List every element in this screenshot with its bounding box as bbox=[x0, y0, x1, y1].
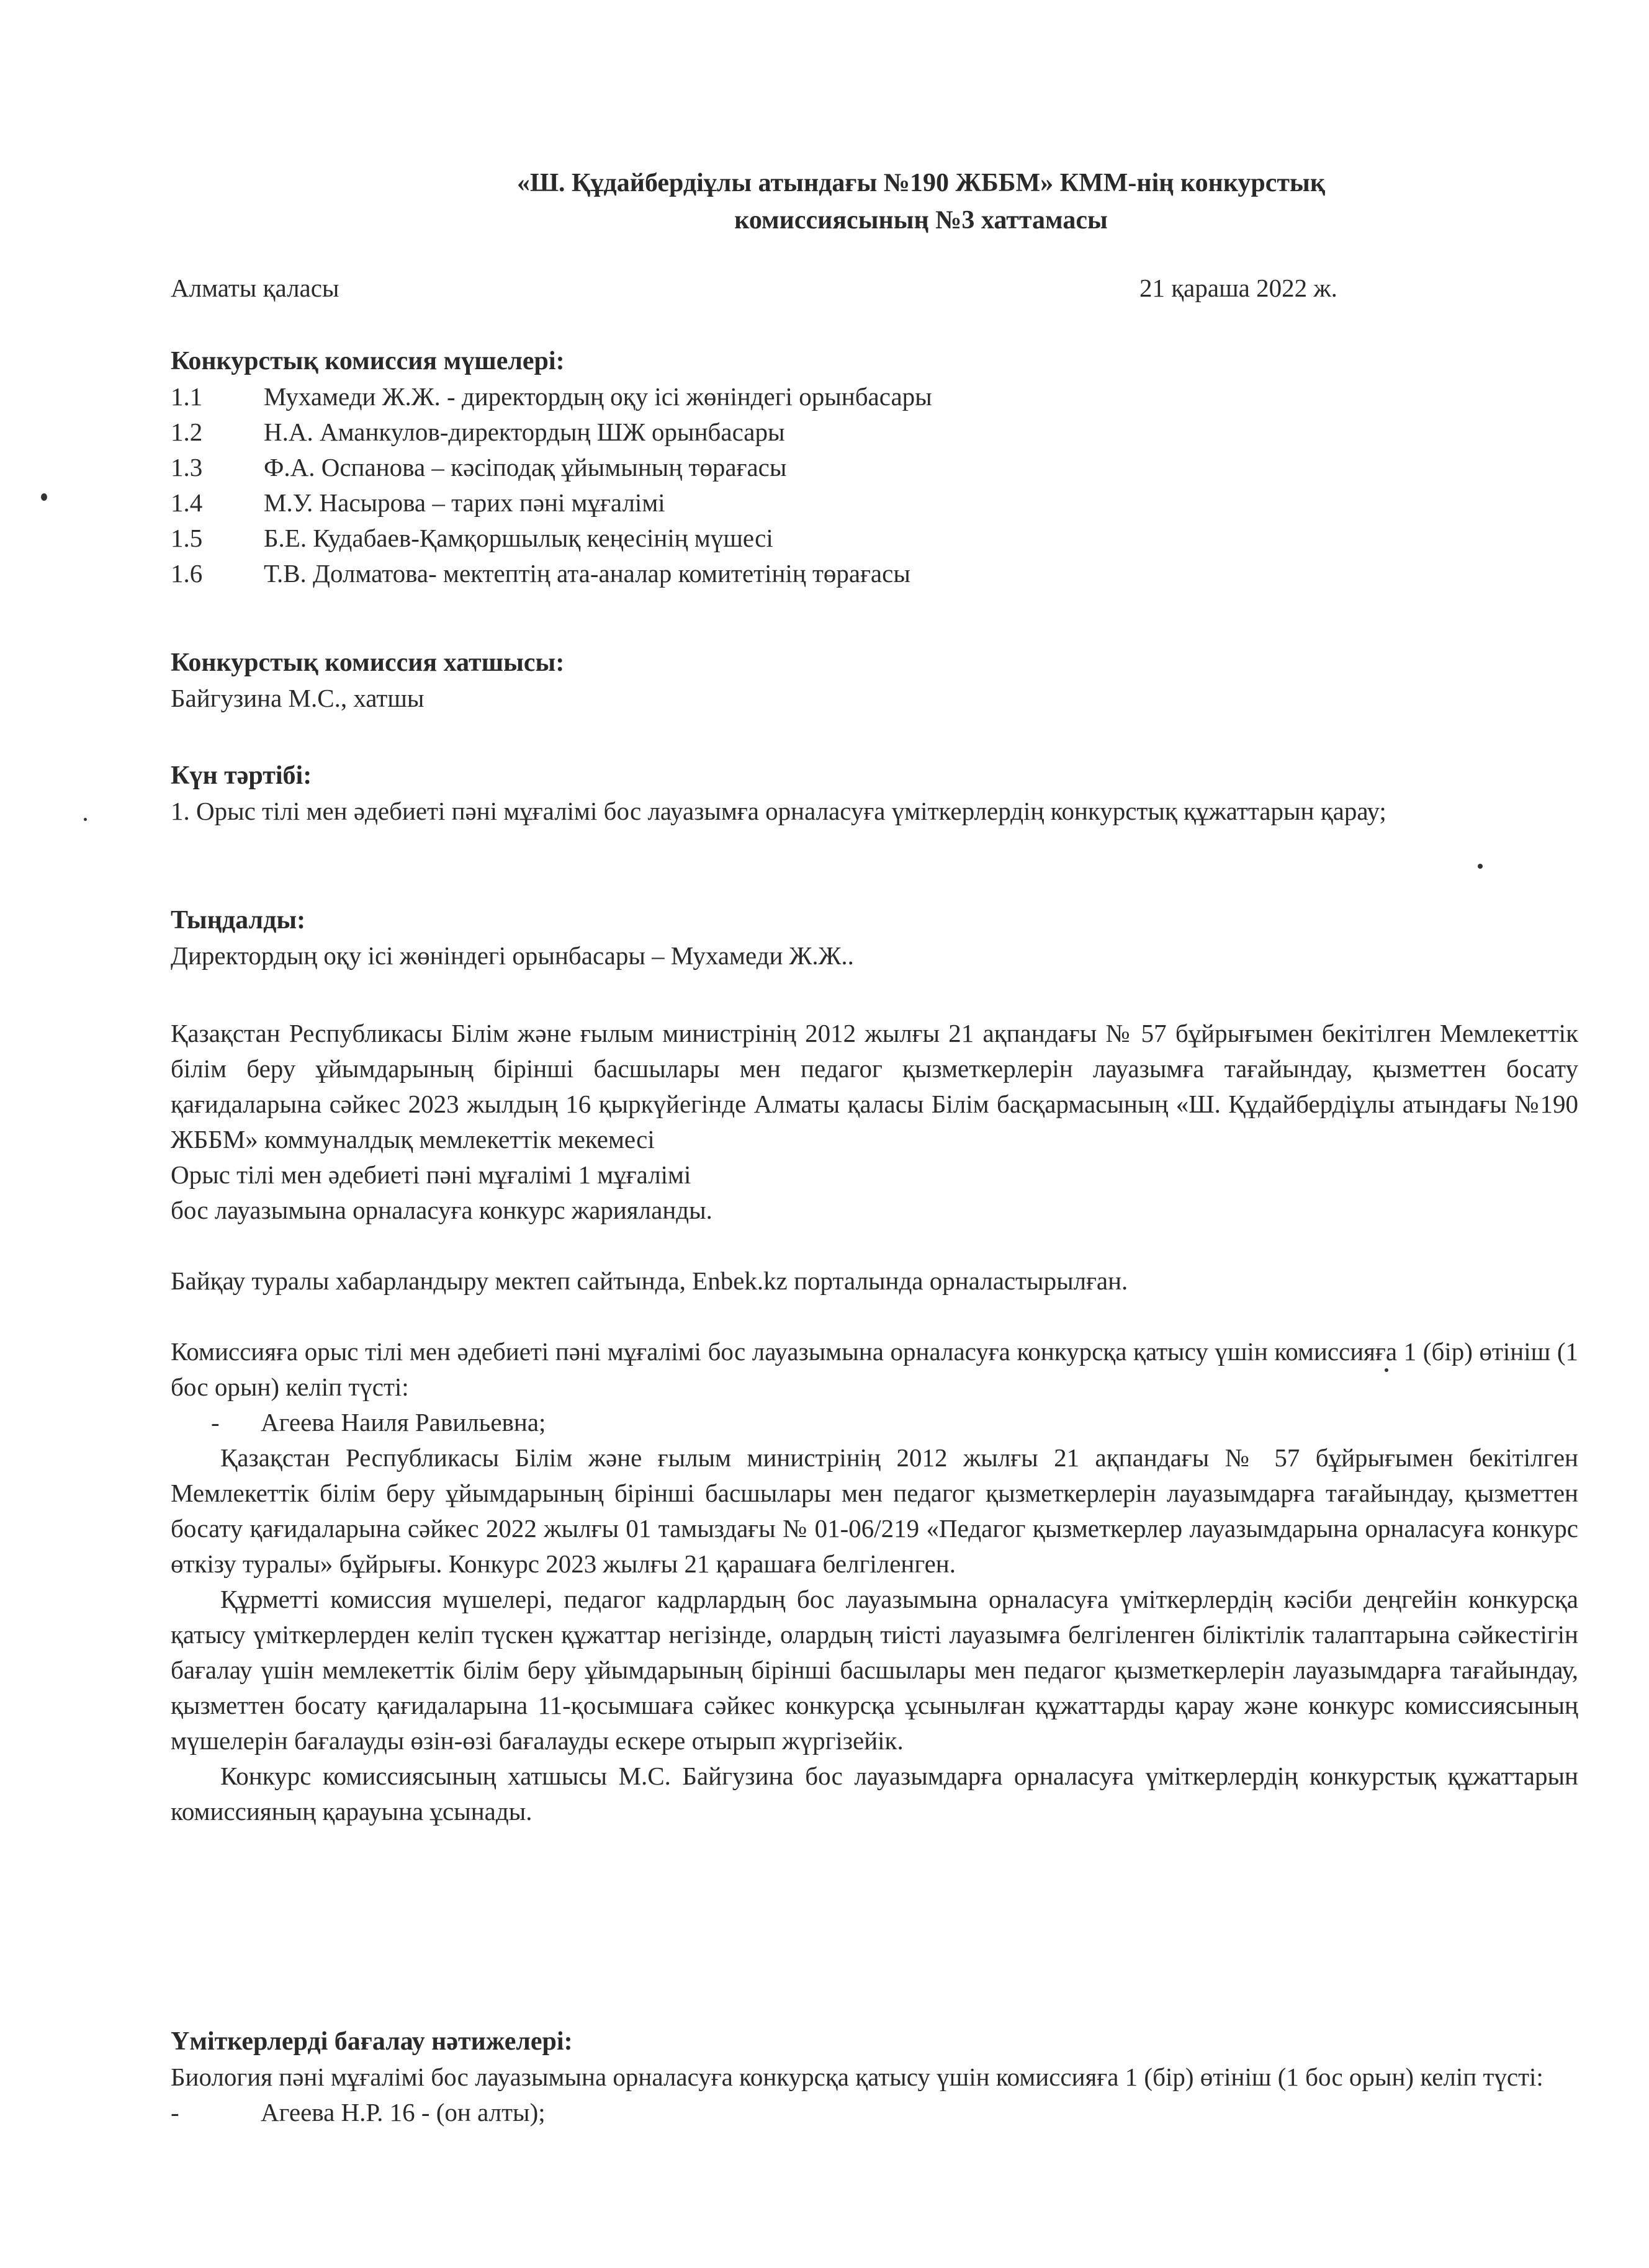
paragraph-address: Құрметті комиссия мүшелері, педагог кадрлардың бос лауазымына орналасуға үміткерлердің кәсіби деңгейін конкурсқа қатысу үміткерлерден келіп түскен құжаттар негізінде, олардың тиісті лауазымға белгіленген біліктілік талаптарына сәйкестігін бағалау үшін мемлекеттік білім беру ұйымдарының бірінші басшылары мен педагог қызметкерлерін лауазымдарға тағайындау, қызметтен босату қағидаларына 11-қосымшаға сәйкес конкурсқа ұсынылған құжаттарды қарау және конкурс комиссиясының мүшелерін бағалауды өзін-өзі бағалауды ескере отырып жүргізейік. bbox=[171, 1585, 1578, 1755]
results-text: Биология пәні мұғалімі бос лауазымына орналасуға конкурсқа қатысу үшін комиссияға 1 (бір) өтініш (1 бос орын) келіп түсті: bbox=[171, 2063, 1543, 2091]
item-text: Н.А. Аманкулов-директордың ШЖ орынбасары bbox=[264, 418, 785, 446]
result-score: Агеева Н.Р. 16 - (он алты); bbox=[261, 2098, 546, 2127]
paragraph-notice: Байқау туралы хабарландыру мектеп сайтында, Enbek.kz порталында орналастырылған. bbox=[171, 1266, 1128, 1295]
secretary-text: Байгузина М.С., хатшы bbox=[171, 684, 425, 712]
heard-text: Директордың оқу ісі жөніндегі орынбасары – Мухамеди Ж.Ж.. bbox=[171, 941, 854, 970]
secretary-heading: Конкурстық комиссия хатшысы: bbox=[171, 648, 565, 677]
candidate-item bbox=[171, 1405, 1578, 1440]
date-label: 21 қараша 2022 ж. bbox=[1139, 274, 1337, 302]
body-section bbox=[171, 1016, 1578, 1829]
agenda-section bbox=[171, 758, 1578, 829]
list-item bbox=[171, 379, 1578, 415]
item-number: 1.5 bbox=[171, 524, 203, 552]
paragraph-announcement: Қазақстан Республикасы Білім және ғылым министрінің 2012 жылғы 21 ақпандағы № 57 бұйрығымен бекітілген Мемлекеттік білім беру ұйымдарының бірінші басшылары мен педагог қызметкерлерін лауазымға тағайындау, қызметтен босату қағидаларына сәйкес 2023 жылдың 16 қыркүйегінде Алматы қаласы Білім басқармасының «Ш. Құдайбердіұлы атындағы №190 ЖББМ» коммуналдық мемлекеттік мекемесі bbox=[171, 1019, 1578, 1154]
title-line-2: комиссиясының №3 хаттамасы bbox=[734, 206, 1108, 235]
agenda-heading: Күн тәртібі: bbox=[171, 761, 312, 790]
scan-speck bbox=[84, 818, 87, 821]
results-heading: Үміткерлерді бағалау нәтижелері: bbox=[171, 2027, 573, 2056]
item-number: 1.3 bbox=[171, 453, 203, 482]
paragraph-applications: Комиссияға орыс тілі мен әдебиеті пәні мұғалімі бос лауазымына орналасуға конкурсқа қатысу үшін комиссияға 1 (бір) өтініш (1 бос орын) келіп түсті: bbox=[171, 1337, 1578, 1401]
agenda-text: 1. Орыс тілі мен әдебиеті пәні мұғалімі бос лауазымға орналасуға үміткерлердің конкурстық құжаттарын қарау; bbox=[171, 797, 1386, 825]
list-marker: - bbox=[171, 2098, 179, 2127]
item-number: 1.1 bbox=[171, 382, 203, 411]
item-text: Мухамеди Ж.Ж. - директордың оқу ісі жөніндегі орынбасары bbox=[264, 382, 932, 411]
item-number: 1.4 bbox=[171, 488, 203, 517]
result-item bbox=[171, 2095, 1578, 2130]
scan-speck bbox=[41, 493, 47, 501]
members-list bbox=[171, 379, 1578, 591]
document-title bbox=[171, 164, 1578, 239]
candidate-name: Агеева Наиля Равильевна; bbox=[261, 1408, 546, 1437]
members-section bbox=[171, 344, 1578, 591]
title-line-1: «Ш. Құдайбердіұлы атындағы №190 ЖББМ» КММ-нің конкурстық bbox=[516, 169, 1326, 197]
item-text: Б.Е. Кудабаев-Қамқоршылық кеңесінің мүшесі bbox=[264, 524, 773, 552]
item-text: М.У. Насырова – тарих пәні мұғалімі bbox=[264, 488, 665, 517]
scan-speck bbox=[1385, 1368, 1388, 1372]
paragraph-secretary: Конкурс комиссиясының хатшысы М.С. Байгузина бос лауазымдарға орналасуға үміткерлердің конкурстық құжаттарын комиссияның қарауына ұсынады. bbox=[171, 1762, 1578, 1826]
item-number: 1.2 bbox=[171, 418, 203, 446]
heard-section bbox=[171, 903, 1578, 974]
list-marker: - bbox=[211, 1408, 220, 1437]
list-item bbox=[171, 556, 1578, 591]
members-heading: Конкурстық комиссия мүшелері: bbox=[171, 347, 565, 375]
secretary-section bbox=[171, 645, 1578, 716]
list-item bbox=[171, 450, 1578, 485]
city-label: Алматы қаласы bbox=[171, 274, 339, 302]
scan-speck bbox=[1478, 864, 1483, 869]
list-item bbox=[171, 415, 1578, 450]
heard-heading: Тыңдалды: bbox=[171, 906, 306, 935]
paragraph-contest: бос лауазымына орналасуға конкурс жарияланды. bbox=[171, 1196, 712, 1224]
item-number: 1.6 bbox=[171, 559, 203, 588]
list-item bbox=[171, 485, 1578, 521]
results-section bbox=[171, 2024, 1578, 2130]
paragraph-order: Қазақстан Республикасы Білім және ғылым министрінің 2012 жылғы 21 ақпандағы № 57 бұйрығымен бекітілген Мемлекеттік білім беру ұйымдарының бірінші басшылары мен педагог қызметкерлерін лауазымдарға тағайындау, қызметтен босату қағидаларына сәйкес 2022 жылғы 01 тамыздағы № 01-06/219 «Педагог қызметкерлер лауазымдарына орналасуға конкурс өткізу туралы» бұйрығы. Конкурс 2023 жылғы 21 қарашаға белгіленген. bbox=[171, 1443, 1578, 1578]
item-text: Т.В. Долматова- мектептің ата-аналар комитетінің төрағасы bbox=[264, 559, 910, 588]
paragraph-position: Орыс тілі мен әдебиеті пәні мұғалімі 1 мұғалімі bbox=[171, 1160, 691, 1189]
list-item bbox=[171, 521, 1578, 556]
item-text: Ф.А. Оспанова – кәсіподақ ұйымының төрағасы bbox=[264, 453, 787, 482]
